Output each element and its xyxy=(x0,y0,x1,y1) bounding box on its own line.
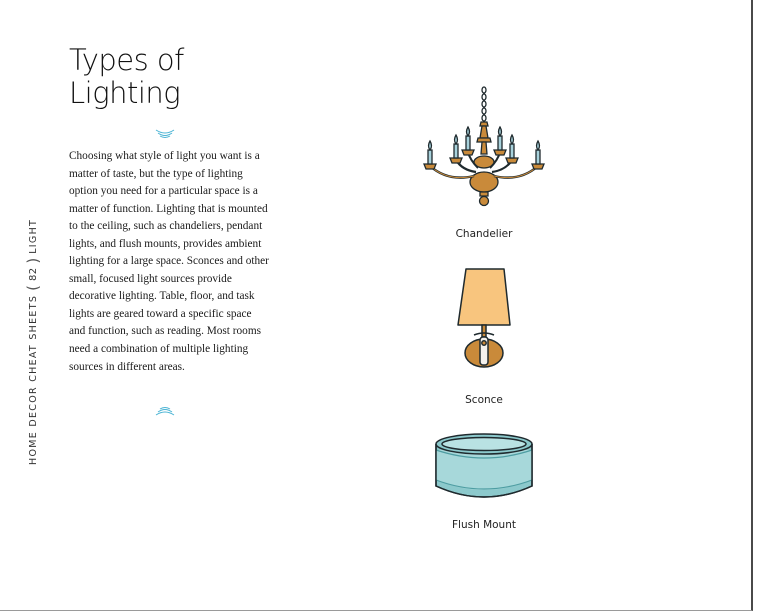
flush-mount-icon xyxy=(431,430,537,502)
page-title xyxy=(69,44,184,110)
section-name: LIGHT xyxy=(27,218,39,254)
close-paren: ) xyxy=(24,257,42,264)
title-line-1: Types of xyxy=(69,43,184,77)
chandelier-icon xyxy=(418,86,550,214)
running-header xyxy=(23,218,43,465)
sconce-caption: Sconce xyxy=(465,394,503,406)
flush-mount-caption: Flush Mount xyxy=(452,519,516,531)
book-title: HOME DECOR CHEAT SHEETS xyxy=(27,294,39,465)
wave-divider-icon xyxy=(154,127,176,139)
page-number: 82 xyxy=(27,267,39,281)
open-paren: ( xyxy=(24,284,42,291)
body-paragraph: Choosing what style of light you want is a matter of taste, but the type of lighting option you need for a particular space is a matter of function. Lighting that is mounted to the ceiling, such as chandeliers, pendant lights, and flush mounts, provides ambient lighting for a large space. Sconces and other small, focused light sources provide decorative lighting. Table, floor, and task lights are geared toward a specific space and function, such as reading. Most rooms need a combination of multiple lighting sources in different areas. xyxy=(69,150,269,373)
sconce-icon xyxy=(452,265,518,375)
title-line-2: Lighting xyxy=(69,76,181,110)
chandelier-caption: Chandelier xyxy=(455,228,513,240)
wave-divider-icon xyxy=(154,406,176,418)
